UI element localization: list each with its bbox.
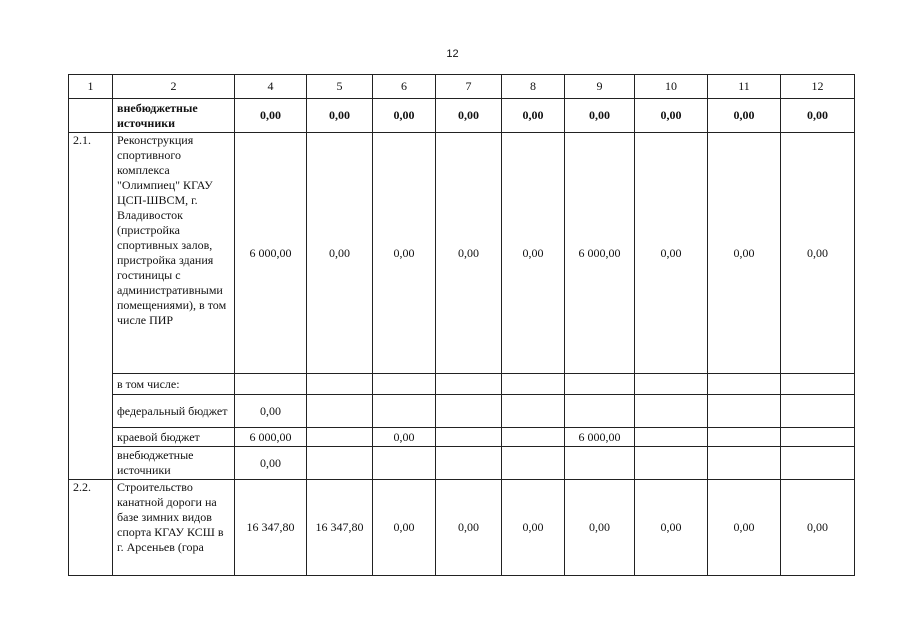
value-col11: 0,00 [708,133,781,374]
table-row-including [69,374,855,395]
value-col9: 0,00 [565,99,635,133]
row-label: краевой бюджет [113,428,235,447]
value-col6: 0,00 [373,428,436,447]
value-col6: 0,00 [373,99,436,133]
row-label: внебюджетные источники [113,447,235,480]
value-col5: 16 347,80 [307,480,373,576]
item-number: 2.1. [69,133,113,480]
header-cell-7: 7 [436,75,502,99]
value-col8: 0,00 [502,480,565,576]
value-col11: 0,00 [708,99,781,133]
header-cell-11: 11 [708,75,781,99]
value-col7: 0,00 [436,480,502,576]
value-col10: 0,00 [635,99,708,133]
value-col12: 0,00 [781,99,855,133]
item-name: Строительство канатной дороги на базе зимних видов спорта КГАУ КСШ в г. Арсеньев (гора [113,480,235,576]
header-cell-8: 8 [502,75,565,99]
header-cell-9: 9 [565,75,635,99]
table-row-item-2-2 [69,480,855,576]
value-col4: 16 347,80 [235,480,307,576]
value-col8: 0,00 [502,99,565,133]
table-row-federal [69,395,855,428]
table-row-extrabudget [69,447,855,480]
num-cell [69,99,113,133]
budget-table [68,74,855,576]
table-row-regional [69,428,855,447]
value-col4: 6 000,00 [235,428,307,447]
header-cell-10: 10 [635,75,708,99]
value-col5: 0,00 [307,133,373,374]
row-label: в том числе: [113,374,235,395]
item-number: 2.2. [69,480,113,576]
value-col9: 6 000,00 [565,428,635,447]
item-name: Реконструкция спортивного комплекса "Олимпиец" КГАУ ЦСП-ШВСМ, г. Владивосток (пристройка спортивных залов, пристройка здания гостиницы с административными помещениями), в том числе ПИР [113,133,235,374]
row-label: внебюджетные источники [113,99,235,133]
value-col12: 0,00 [781,133,855,374]
value-col11: 0,00 [708,480,781,576]
header-row [69,75,855,99]
header-cell-12: 12 [781,75,855,99]
header-cell-5: 5 [307,75,373,99]
table-row-extrabudget-total [69,99,855,133]
value-col7: 0,00 [436,99,502,133]
header-cell-1: 1 [69,75,113,99]
header-cell-2: 2 [113,75,235,99]
value-col10: 0,00 [635,133,708,374]
value-col6: 0,00 [373,480,436,576]
value-col9: 0,00 [565,480,635,576]
header-cell-4: 4 [235,75,307,99]
value-col4: 0,00 [235,395,307,428]
value-col5: 0,00 [307,99,373,133]
value-col6: 0,00 [373,133,436,374]
value-col12: 0,00 [781,480,855,576]
value-col4: 0,00 [235,99,307,133]
value-col4: 6 000,00 [235,133,307,374]
value-col7: 0,00 [436,133,502,374]
table-row-item-2-1 [69,133,855,374]
value-col8: 0,00 [502,133,565,374]
value-col4: 0,00 [235,447,307,480]
header-cell-6: 6 [373,75,436,99]
page-number: 12 [446,48,459,60]
value-col9: 6 000,00 [565,133,635,374]
value-col10: 0,00 [635,480,708,576]
row-label: федеральный бюджет [113,395,235,428]
